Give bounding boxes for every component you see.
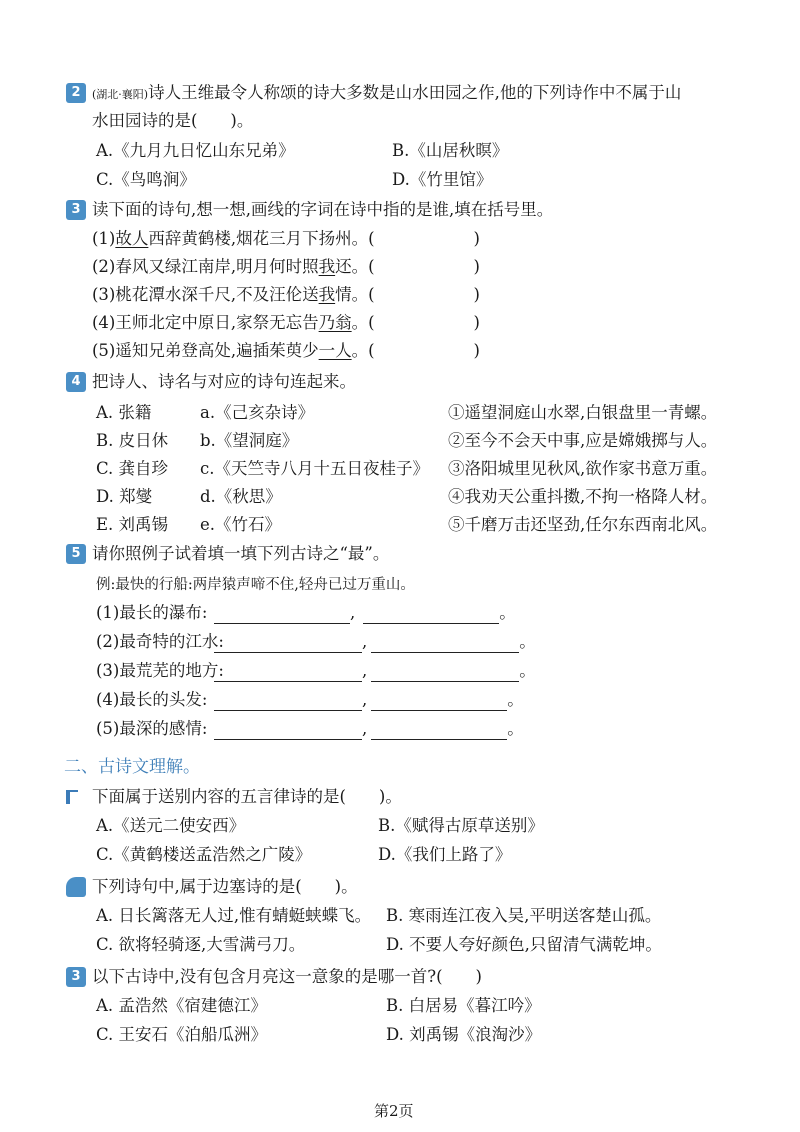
option-a[interactable]: A.《送元二使安西》: [96, 816, 246, 835]
question-number-badge: 2: [66, 83, 86, 103]
poet-d[interactable]: D. 郑燮: [96, 487, 153, 506]
question-4-stem: 把诗人、诗名与对应的诗句连起来。: [92, 372, 356, 391]
question-2-stem-line1: [92, 82, 681, 106]
option-d[interactable]: D.《竹里馆》: [392, 170, 493, 189]
option-c[interactable]: C.《鸟鸣涧》: [96, 170, 196, 189]
question-number-badge: [66, 877, 86, 897]
region-tag: (湖北·襄阳): [92, 88, 149, 101]
option-b[interactable]: B. 白居易《暮江吟》: [386, 996, 541, 1015]
page-number: 第2页: [374, 1102, 414, 1120]
title-b[interactable]: b.《望洞庭》: [200, 431, 299, 450]
option-d[interactable]: D. 刘禹锡《浪淘沙》: [386, 1025, 542, 1044]
answer-blank[interactable]: [214, 605, 350, 624]
example-line: 例:最快的行船:两岸猿声啼不住,轻舟已过万重山。: [96, 577, 415, 593]
answer-blank[interactable]: [214, 663, 362, 682]
option-b[interactable]: B. 寒雨连江夜入吴,平明送客楚山孤。: [386, 906, 662, 925]
poet-e[interactable]: E. 刘禹锡: [96, 515, 169, 534]
option-a[interactable]: A.《九月九日忆山东兄弟》: [96, 141, 295, 160]
stem-text: 诗人王维最令人称颂的诗大多数是山水田园之作,他的下列诗作中不属于山: [148, 83, 682, 102]
question-5-stem: 请你照例子试着填一填下列古诗之“最”。: [92, 544, 390, 563]
option-a[interactable]: A. 日长篱落无人过,惟有蜻蜓蛱蝶飞。: [96, 906, 372, 925]
question-number-badge: 5: [66, 544, 86, 564]
title-a[interactable]: a.《己亥杂诗》: [200, 403, 315, 422]
poet-a[interactable]: A. 张籍: [96, 403, 152, 422]
q5-item-1: (1)最长的瀑布: , 。: [96, 603, 516, 622]
q3-item-3[interactable]: (3)桃花潭水深千尺,不及汪伦送我情。( ): [92, 285, 480, 304]
q3-item-5[interactable]: (5)遥知兄弟登高处,遍插茱萸少一人。( ): [92, 341, 480, 360]
title-e[interactable]: e.《竹石》: [200, 515, 282, 534]
q5-item-5: (5)最深的感情: , 。: [96, 719, 524, 738]
q3-item-4[interactable]: (4)王师北定中原日,家祭无忘告乃翁。( ): [92, 313, 480, 332]
answer-blank[interactable]: [371, 634, 519, 653]
section-heading: 二、古诗文理解。: [64, 757, 200, 777]
q5-item-4: (4)最长的头发: , 。: [96, 690, 524, 709]
q5-item-3: (3)最荒芜的地方: , 。: [96, 661, 536, 680]
option-c[interactable]: C. 王安石《泊船瓜洲》: [96, 1025, 268, 1044]
option-c[interactable]: C. 欲将轻骑逐,大雪满弓刀。: [96, 935, 306, 954]
option-d[interactable]: D.《我们上路了》: [378, 845, 512, 864]
option-b[interactable]: B.《山居秋暝》: [392, 141, 509, 160]
p2-stem: 下列诗句中,属于边塞诗的是( )。: [92, 877, 358, 896]
option-a[interactable]: A. 孟浩然《宿建德江》: [96, 996, 267, 1015]
q3-item-1[interactable]: (1)故人西辞黄鹤楼,烟花三月下扬州。( ): [92, 229, 480, 248]
answer-blank[interactable]: [371, 692, 507, 711]
title-c[interactable]: c.《天竺寺八月十五日夜桂子》: [200, 459, 429, 478]
title-d[interactable]: d.《秋思》: [200, 487, 282, 506]
verse-5[interactable]: ⑤千磨万击还坚劲,任尔东西南北风。: [448, 515, 718, 534]
verse-2[interactable]: ②至今不会天中事,应是嫦娥掷与人。: [448, 431, 718, 450]
answer-blank[interactable]: [214, 634, 362, 653]
verse-4[interactable]: ④我劝天公重抖擞,不拘一格降人材。: [448, 487, 718, 506]
question-3-stem: 读下面的诗句,想一想,画线的字词在诗中指的是谁,填在括号里。: [92, 200, 554, 219]
answer-blank[interactable]: [214, 692, 362, 711]
option-c[interactable]: C.《黄鹤楼送孟浩然之广陵》: [96, 845, 312, 864]
answer-blank[interactable]: [371, 663, 519, 682]
q3-item-2[interactable]: (2)春风又绿江南岸,明月何时照我还。( ): [92, 257, 480, 276]
answer-blank[interactable]: [214, 721, 362, 740]
question-number-badge: 4: [66, 372, 86, 392]
p1-stem: 下面属于送别内容的五言律诗的是( )。: [92, 787, 402, 806]
poet-b[interactable]: B. 皮日休: [96, 431, 169, 450]
option-d[interactable]: D. 不要人夸好颜色,只留清气满乾坤。: [386, 935, 662, 954]
q5-item-2: (2)最奇特的江水: , 。: [96, 632, 536, 651]
answer-blank[interactable]: [363, 605, 499, 624]
question-number-badge: 3: [66, 200, 86, 220]
verse-1[interactable]: ①遥望洞庭山水翠,白银盘里一青螺。: [448, 403, 718, 422]
verse-3[interactable]: ③洛阳城里见秋风,欲作家书意万重。: [448, 459, 718, 478]
answer-blank[interactable]: [371, 721, 507, 740]
option-b[interactable]: B.《赋得古原草送别》: [378, 816, 544, 835]
question-2-stem-line2: 水田园诗的是( )。: [92, 111, 254, 130]
question-number-badge: [66, 790, 78, 804]
question-number-badge: 3: [66, 967, 86, 987]
poet-c[interactable]: C. 龚自珍: [96, 459, 169, 478]
p3-stem: 以下古诗中,没有包含月亮这一意象的是哪一首?( ): [92, 967, 482, 986]
